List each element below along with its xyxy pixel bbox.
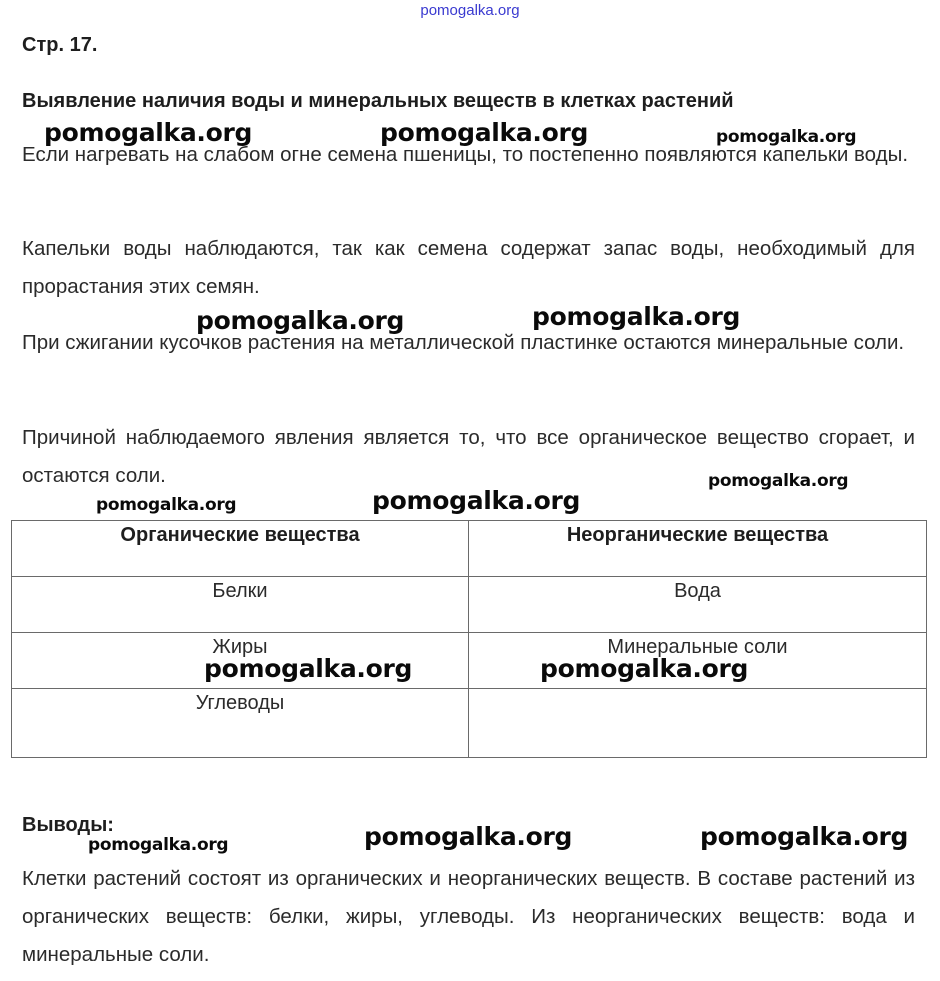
watermark: pomogalka.org xyxy=(532,302,741,331)
paragraph-4: Причиной наблюдаемого явления является то, что все органическое вещество сгорает, и остаются соли. xyxy=(22,426,915,487)
paragraph-1: Если нагревать на слабом огне семена пшеницы, то постепенно появляются капельки воды. xyxy=(22,143,909,166)
table-cell xyxy=(469,689,927,758)
table-row xyxy=(12,689,927,758)
table-cell: Белки xyxy=(12,577,469,633)
conclusions-label: Выводы: xyxy=(22,814,114,836)
watermark: pomogalka.org xyxy=(364,822,573,851)
table-row xyxy=(12,633,927,689)
table-cell: Углеводы xyxy=(12,689,469,758)
paragraph-2: Капельки воды наблюдаются, так как семена содержат запас воды, необходимый для прорастания этих семян. xyxy=(22,237,915,298)
table-cell: Вода xyxy=(469,577,927,633)
table-cell: Минеральные соли xyxy=(469,633,927,689)
watermark: pomogalka.org xyxy=(88,835,229,855)
table-row xyxy=(12,577,927,633)
header-inorganic: Неорганические вещества xyxy=(469,521,927,577)
watermark: pomogalka.org xyxy=(44,118,253,147)
header-organic: Органические вещества xyxy=(12,521,469,577)
section-heading: Выявление наличия воды и минеральных веществ в клетках растений xyxy=(22,90,734,112)
watermark: pomogalka.org xyxy=(380,118,589,147)
watermark: pomogalka.org xyxy=(540,654,749,683)
table-header-row xyxy=(12,521,927,577)
page-number: Стр. 17. xyxy=(22,34,98,56)
watermark: pomogalka.org xyxy=(196,306,405,335)
watermark: pomogalka.org xyxy=(372,486,581,515)
watermark: pomogalka.org xyxy=(204,654,413,683)
table-cell: Жиры xyxy=(12,633,469,689)
top-watermark: pomogalka.org xyxy=(420,2,520,19)
watermark: pomogalka.org xyxy=(708,471,849,491)
watermark: pomogalka.org xyxy=(700,822,909,851)
substances-table xyxy=(11,520,927,758)
watermark: pomogalka.org xyxy=(96,495,237,515)
paragraph-3: При сжигании кусочков растения на металлической пластинке остаются минеральные соли. xyxy=(22,331,905,354)
watermark: pomogalka.org xyxy=(716,127,857,147)
conclusions-text: Клетки растений состоят из органических и неорганических веществ. В составе растений из органических веществ: белки, жиры, углеводы. Из неорганических веществ: вода и минеральные соли. xyxy=(22,867,915,966)
